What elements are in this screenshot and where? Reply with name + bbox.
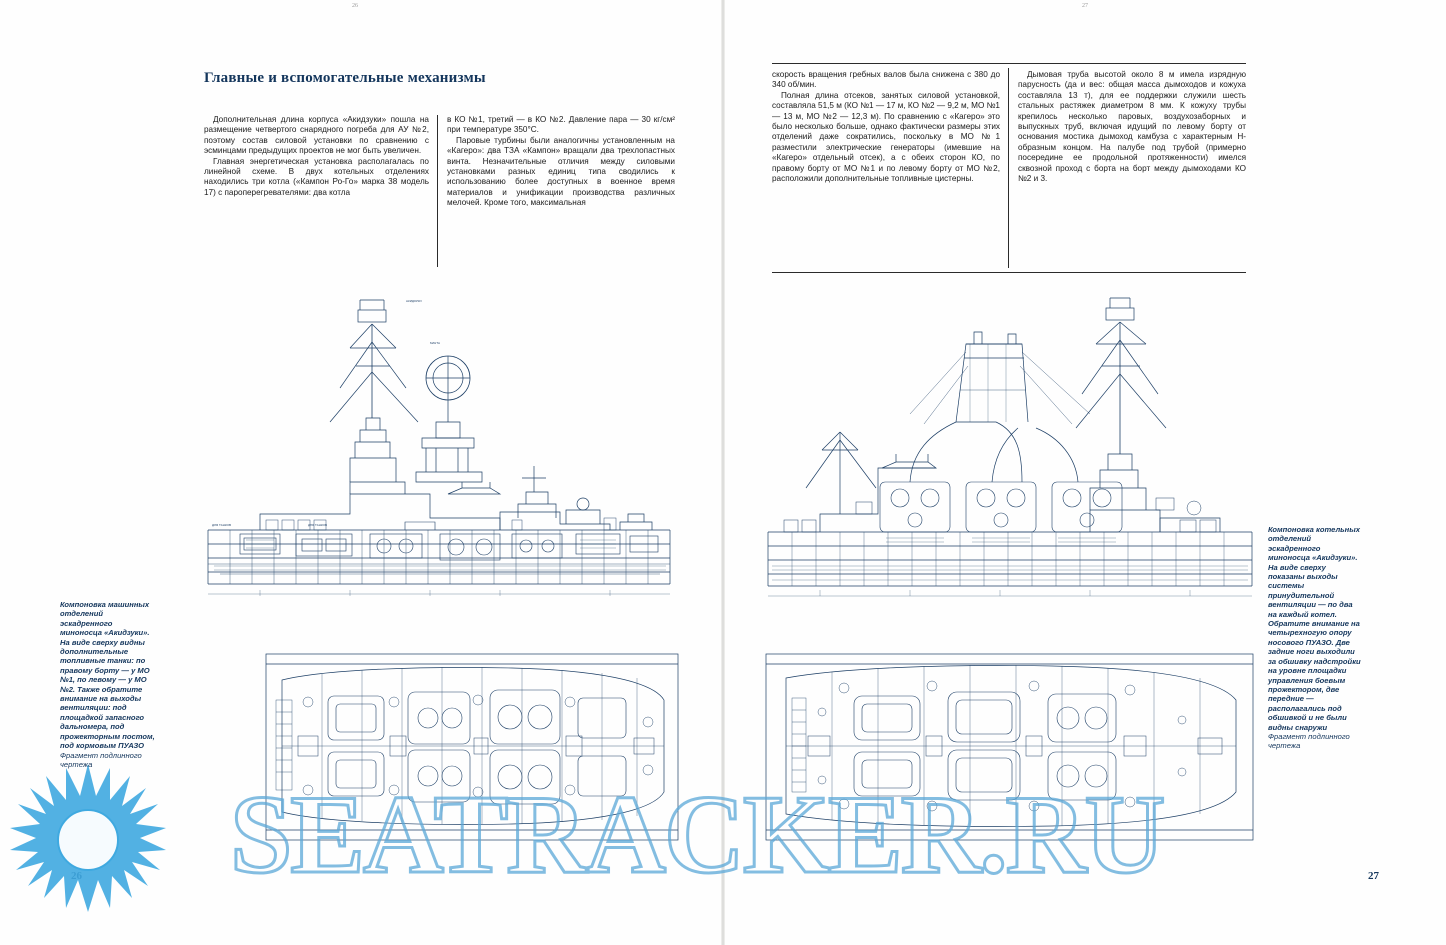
- figure-boiler-plan: [762, 640, 1257, 855]
- figure-boiler-profile: [760, 282, 1260, 627]
- text-column-2: [447, 115, 675, 209]
- figure-caption-right: [1268, 525, 1363, 751]
- svg-text:МАЧТА: МАЧТА: [430, 341, 440, 345]
- paragraph: Паровые турбины были аналогичны установленным на «Кагеро»: два ТЗА «Кампон» вращали два трехлопастных винта. Незначительные отличия между силовыми установками разных единиц типа сводились к использованию более доступных в военное время материалов и унификации производства различных мелочей. Кроме того, максимальная: [447, 135, 675, 208]
- section-title: Главные и вспомогательные механизмы: [204, 70, 486, 86]
- book-gutter: [721, 0, 725, 945]
- paragraph: Дымовая труба высотой около 8 м имела изрядную парусность (да и вес: общая масса дымоходов и кожуха составляла 13 т), для ее поддержки служили шесть стальных растяжек диаметром 8 мм. К кожуху трубы крепилось несколько паровых, воздухозаборных и выпускных труб, включая идущий по левому борту от основания мостика дымоход камбуза с характерным Н-образным концом. На палубе под трубой (примерно посередине ее продольной протяженности) имелся сквозной проход с борта на борт между дымоходами КО №2 и 3.: [1018, 70, 1246, 184]
- folio-top-right: 27: [1082, 3, 1088, 9]
- paragraph: Дополнительная длина корпуса «Акидзуки» пошла на размещение четвертого снарядного погреба для АУ №2, поэтому состав силовой установки по сравнению с эсминцами предыдущих проектов не мог быть увеличен.: [204, 115, 429, 156]
- svg-text:ДЛЯ ТАНКОВ: ДЛЯ ТАНКОВ: [212, 523, 231, 527]
- rule-bottom-right: [772, 272, 1246, 273]
- svg-text:ДЛЯ ТАНКОВ: ДЛЯ ТАНКОВ: [308, 523, 327, 527]
- text-column-3: [772, 70, 1000, 184]
- column-divider-right: [1008, 68, 1009, 268]
- figure-caption-left: [60, 600, 155, 769]
- page-number-right: 27: [1368, 870, 1379, 882]
- caption-bold-text: Компоновка машинных отделений эскадренного миноносца «Акидзуки». На виде сверху видны дополнительные топливные танки: по правому борту — у МО №1, по левому — у МО №2. Также обратите внимание на выходы вентиляции: под площадкой запасного дальномера, под прожекторным постом, под кормовым ПУАЗО: [60, 600, 155, 751]
- folio-top-left: 26: [352, 3, 358, 9]
- caption-plain-text: Фрагмент подлинного чертежа: [60, 750, 142, 769]
- text-column-1: [204, 115, 429, 198]
- column-divider-left: [437, 115, 438, 267]
- text-column-4: [1018, 70, 1246, 184]
- figure-machinery-plan: [262, 640, 682, 855]
- paragraph: скорость вращения гребных валов была снижена с 380 до 340 об/мин.: [772, 70, 1000, 90]
- paragraph: Главная энергетическая установка располагалась по линейной схеме. В двух котельных отделениях находились три котла («Кампон Ро-Го» марка 38 модель 17) с пароперегревателями: два котла: [204, 156, 429, 197]
- caption-bold-text: Компоновка котельных отделений эскадренного миноносца «Акидзуки». На виде сверху показаны выходы системы принудительной вентиляции — по два на каждый котел. Обратите внимание на четырехногую опору носового ПУАЗО. Две задние ноги выходили за обшивку надстройки на уровне площадки управления боевым прожектором, две передние — располагались под обшивкой и не были видны снаружи: [1268, 525, 1361, 732]
- rule-top-right: [772, 63, 1246, 64]
- figure-machinery-profile: [200, 282, 680, 627]
- caption-plain-text: Фрагмент подлинного чертежа: [1268, 731, 1350, 751]
- svg-text:АКИДЗУКИ: АКИДЗУКИ: [406, 299, 422, 303]
- starburst-badge: [8, 760, 168, 920]
- paragraph: в КО №1, третий — в КО №2. Давление пара — 30 кг/см² при температуре 350°C.: [447, 115, 675, 135]
- paragraph: Полная длина отсеков, занятых силовой установкой, составляла 51,5 м (КО №1 — 17 м, КО №2 — 9,2 м, МО №1 — 13 м, МО №2 — 12,3 м). По сравнению с «Кагеро» это было несколько больше, однако фактически размеры этих отделений даже сократились, поскольку в МО №1 разместили электрические генераторы (имевшие на «Кагеро» отдельный отсек), а с обеих сторон КО, по правому борту от МО №1 и по левому борту от МО №2, расположили дополнительные топливные цистерны.: [772, 90, 1000, 184]
- watermark-text: SEATRACKER.RU: [230, 773, 1164, 897]
